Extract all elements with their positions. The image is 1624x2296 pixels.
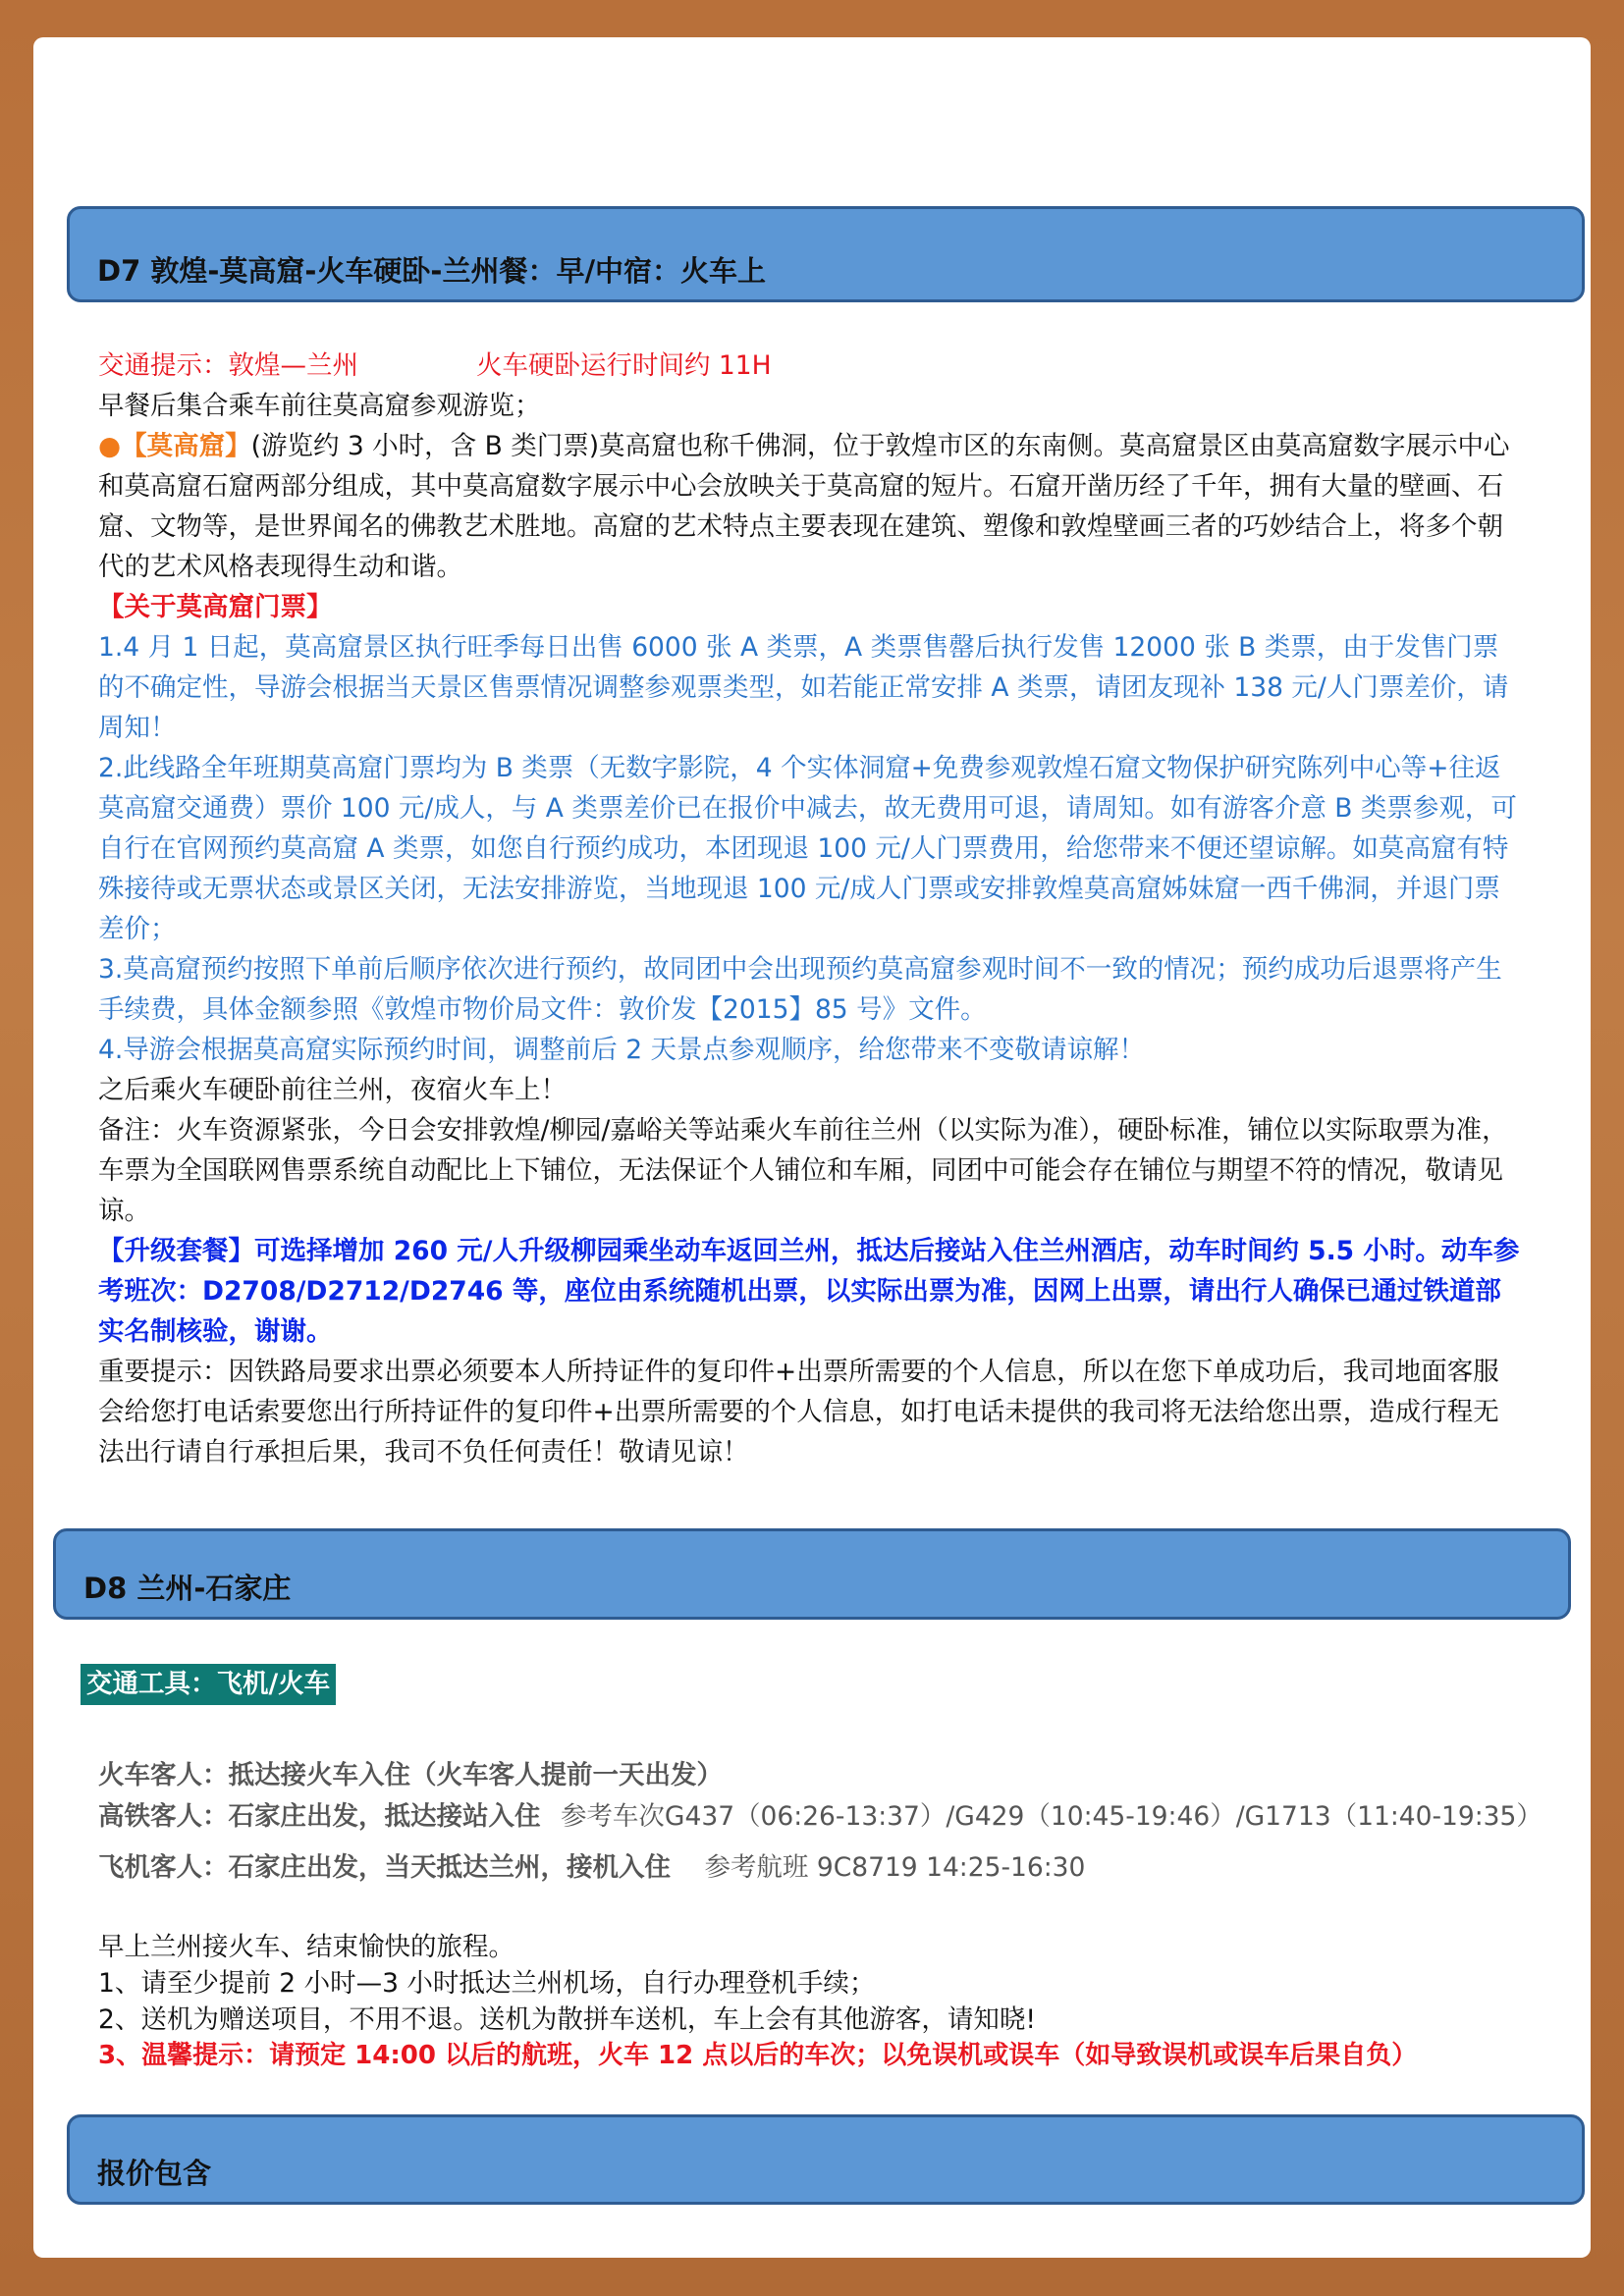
d7-traffic-line (98, 346, 1522, 386)
plane-ref: 参考航班 9C8719 14:25-16:30 (704, 1852, 1086, 1883)
hsr-guest-line (98, 1794, 1543, 1833)
ticket-note-1: 1.4 月 1 日起，莫高窟景区执行旺季每日出售 6000 张 A 类票，A 类票售罄后执行发售 12000 张 B 类票，由于发售门票的不确定性，导游会根据当天景区售票情况调整参观票类型，如若能正常安排 A 类票，请团友现补 138 元/人门票差价，请周知！ (98, 632, 1509, 743)
train-guest: 火车客人：抵达接火车入住（火车客人提前一天出发） (98, 1760, 723, 1790)
price-title: 报价包含 (97, 2157, 212, 2190)
d7-traffic-time: 火车硬卧运行时间约 11H (476, 350, 772, 381)
d8-body (98, 1929, 1522, 2074)
d7-train: 之后乘火车硬卧前往兰州，夜宿火车上！ (98, 1075, 567, 1105)
d7-breakfast: 早餐后集合乘车前往莫高窟参观游览； (98, 391, 541, 421)
d7-header (67, 206, 1585, 302)
d8-item-3: 3、温馨提示：请预定 14:00 以后的航班，火车 12 点以后的车次；以免误机或误车（如导致误机或误车后果自负） (98, 2041, 1418, 2070)
d8-title: D8 兰州-石家庄 (83, 1572, 292, 1605)
mogao-bullet: ●【莫高窟】 (98, 431, 251, 461)
d7-mogao (98, 426, 1522, 587)
ticket-header: 【关于莫高窟门票】 (98, 592, 333, 622)
d7-note: 备注：火车资源紧张，今日会安排敦煌/柳园/嘉峪关等站乘火车前往兰州（以实际为准），硬卧标准，铺位以实际取票为准，车票为全国联网售票系统自动配比上下铺位，无法保证个人铺位和车厢，同团中可能会存在铺位与期望不符的情况，敬请见谅。 (98, 1115, 1508, 1226)
d8-item-1: 1、请至少提前 2 小时—3 小时抵达兰州机场，自行办理登机手续； (98, 1968, 876, 1999)
hsr-ref: 参考车次G437（06:26-13:37）/G429（10:45-19:46）/G1713（11:40-19:35） (560, 1801, 1543, 1832)
plane-guest: 飞机客人：石家庄出发，当天抵达兰州，接机入住 (98, 1852, 671, 1883)
d8-morning: 早上兰州接火车、结束愉快的旅程。 (98, 1932, 514, 1962)
transport-tag: 交通工具：飞机/火车 (81, 1664, 336, 1705)
d8-header (53, 1528, 1571, 1620)
ticket-note-2: 2.此线路全年班期莫高窟门票均为 B 类票（无数字影院，4 个实体洞窟+免费参观敦煌石窟文物保护研究陈列中心等+往返莫高窟交通费）票价 100 元/成人，与 A 类票差价已在报价中减去，故无费用可退，请周知。如有游客介意 B 类票参观，可自行在官网预约莫高窟 A 类票，如您自行预约成功，本团现退 100 元/人门票费用，给您带来不便还望谅解。如莫高窟有特殊接待或无票状态或景区关闭，无法安排游览，当地现退 100 元/成人门票或安排敦煌莫高窟姊妹窟一西千佛洞，并退门票差价； (98, 753, 1517, 944)
hsr-guest: 高铁客人：石家庄出发，抵达接站入住 (98, 1801, 541, 1832)
d8-item-2: 2、送机为赠送项目，不用不退。送机为散拼车送机，车上会有其他游客，请知晓! (98, 2004, 1036, 2035)
d7-body (98, 346, 1522, 1472)
d7-important: 重要提示：因铁路局要求出票必须要本人所持证件的复印件+出票所需要的个人信息，所以在您下单成功后，我司地面客服会给您打电话索要您出行所持证件的复印件+出票所需要的个人信息，如打电话未提供的我司将无法给您出票，造成行程无法出行请自行承担后果，我司不负任何责任！敬请见谅！ (98, 1357, 1499, 1468)
price-header (67, 2114, 1585, 2205)
d7-title: D7 敦煌-莫高窟-火车硬卧-兰州餐：早/中宿：火车上 (97, 254, 767, 288)
ticket-note-3: 3.莫高窟预约按照下单前后顺序依次进行预约，故同团中会出现预约莫高窟参观时间不一致的情况；预约成功后退票将产生手续费，具体金额参照《敦煌市物价局文件：敦价发【2015】85 号》文件。 (98, 954, 1502, 1025)
plane-guest-line (98, 1845, 1085, 1884)
mogao-desc: (游览约 3 小时，含 B 类门票)莫高窟也称千佛洞，位于敦煌市区的东南侧。莫高窟景区由莫高窟数字展示中心和莫高窟石窟两部分组成，其中莫高窟数字展示中心会放映关于莫高窟的短片。石窟开凿历经了千年，拥有大量的壁画、石窟、文物等，是世界闻名的佛教艺术胜地。高窟的艺术特点主要表现在建筑、塑像和敦煌壁画三者的巧妙结合上，将多个朝代的艺术风格表现得生动和谐。 (98, 431, 1510, 582)
d7-traffic: 交通提示：敦煌—兰州 (98, 350, 358, 381)
ticket-note-4: 4.导游会根据莫高窟实际预约时间，调整前后 2 天景点参观顺序，给您带来不变敬请谅解！ (98, 1035, 1145, 1065)
d7-upgrade: 【升级套餐】可选择增加 260 元/人升级柳园乘坐动车返回兰州，抵达后接站入住兰州酒店，动车时间约 5.5 小时。动车参考班次：D2708/D2712/D2746 等，座位由系统随机出票，以实际出票为准，因网上出票，请出行人确保已通过铁道部实名制核验，谢谢。 (98, 1236, 1520, 1347)
